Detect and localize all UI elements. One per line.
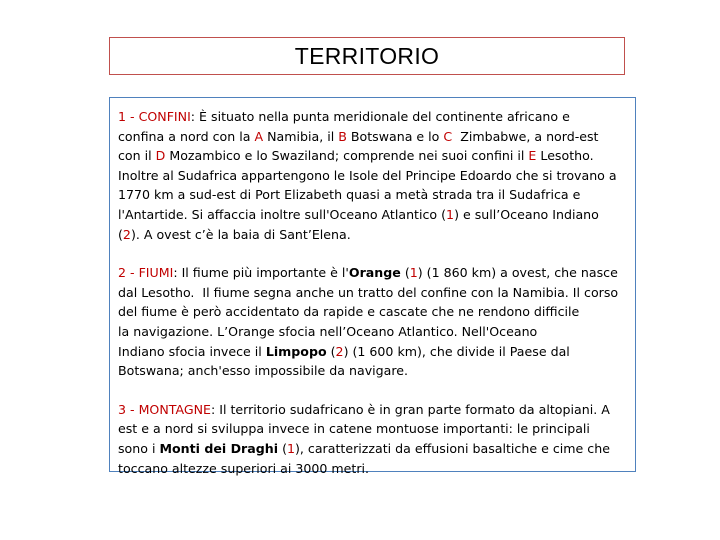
text-run: Botswana e lo (346, 128, 444, 144)
highlight-text: 1 - CONFINI (118, 109, 191, 124)
text-run: ( (278, 440, 287, 456)
text-run: Inoltre al Sudafrica appartengono le Isole del Principe Edoardo che si trovano a (118, 167, 617, 183)
text-run: con il (118, 148, 156, 164)
page-title: TERRITORIO (294, 42, 440, 69)
highlight-text: E (528, 148, 537, 164)
highlight-text: D (155, 148, 166, 164)
text-run: Zimbabwe, a nord-est (452, 128, 599, 144)
highlight-text: 2 (122, 226, 131, 242)
text-run: Botswana; anch'esso impossibile da navigare. (118, 363, 409, 379)
text-run: ( (326, 343, 336, 359)
text-run: : È situato nella punta meridionale del continente africano e (190, 109, 570, 124)
section-confini (118, 107, 629, 244)
content-box (109, 97, 636, 476)
highlight-text: 3 - MONTAGNE (118, 401, 212, 417)
section-montagne (118, 400, 629, 478)
text-run: : Il fiume più importante è l' (173, 265, 349, 281)
text-run: sono i (118, 440, 160, 456)
bold-text: Limpopo (265, 343, 327, 359)
highlight-text: 2 - FIUMI (118, 265, 174, 281)
text-run: ) (1 600 km), che divide il Paese dal (343, 343, 570, 359)
section-fiumi (118, 263, 629, 381)
text-run: ). A ovest c’è la baia di Sant’Elena. (130, 226, 351, 242)
text-run: Lesotho. (536, 148, 594, 164)
bold-text: Monti dei Draghi (159, 440, 279, 456)
highlight-text: 1 (446, 206, 455, 222)
text-run: del fiume è però accidentato da rapide e cascate che ne rendono difficile (118, 304, 580, 320)
text-run: Namibia, il (263, 128, 339, 144)
text-run: 1770 km a sud-est di Port Elizabeth quasi a metà strada tra il Sudafrica e (118, 187, 581, 203)
highlight-text: 2 (335, 343, 344, 359)
highlight-text: 1 (286, 440, 295, 456)
title-box (109, 37, 625, 75)
highlight-text: 1 (409, 265, 418, 281)
text-run: Mozambico e lo Swaziland; comprende nei suoi confini il (165, 148, 529, 164)
text-run: ( (118, 226, 123, 242)
highlight-text: C (443, 128, 453, 144)
text-run: est e a nord si sviluppa invece in catene montuose importanti: le principali (118, 421, 590, 437)
text-run: la navigazione. L’Orange sfocia nell’Oceano Atlantico. Nell'Oceano (118, 323, 538, 339)
highlight-text: B (338, 128, 347, 144)
bold-text: Orange (348, 265, 401, 281)
text-run: Indiano sfocia invece il (118, 343, 266, 359)
text-run: ( (400, 265, 410, 281)
text-run: ) e sull’Oceano Indiano (454, 206, 599, 222)
text-run: : Il territorio sudafricano è in gran parte formato da altopiani. A (211, 401, 610, 417)
text-run: l'Antartide. Si affaccia inoltre sull'Oceano Atlantico ( (118, 206, 447, 222)
text-run: confina a nord con la (118, 128, 255, 144)
highlight-text: A (254, 128, 264, 144)
text-run: ) (1 860 km) a ovest, che nasce (417, 265, 618, 281)
text-run: dal Lesotho. Il fiume segna anche un tratto del confine con la Namibia. Il corso (118, 284, 619, 300)
text-run: ), caratterizzati da effusioni basaltiche e cime che (295, 440, 610, 456)
text-run: toccano altezze superiori ai 3000 metri. (118, 460, 370, 476)
